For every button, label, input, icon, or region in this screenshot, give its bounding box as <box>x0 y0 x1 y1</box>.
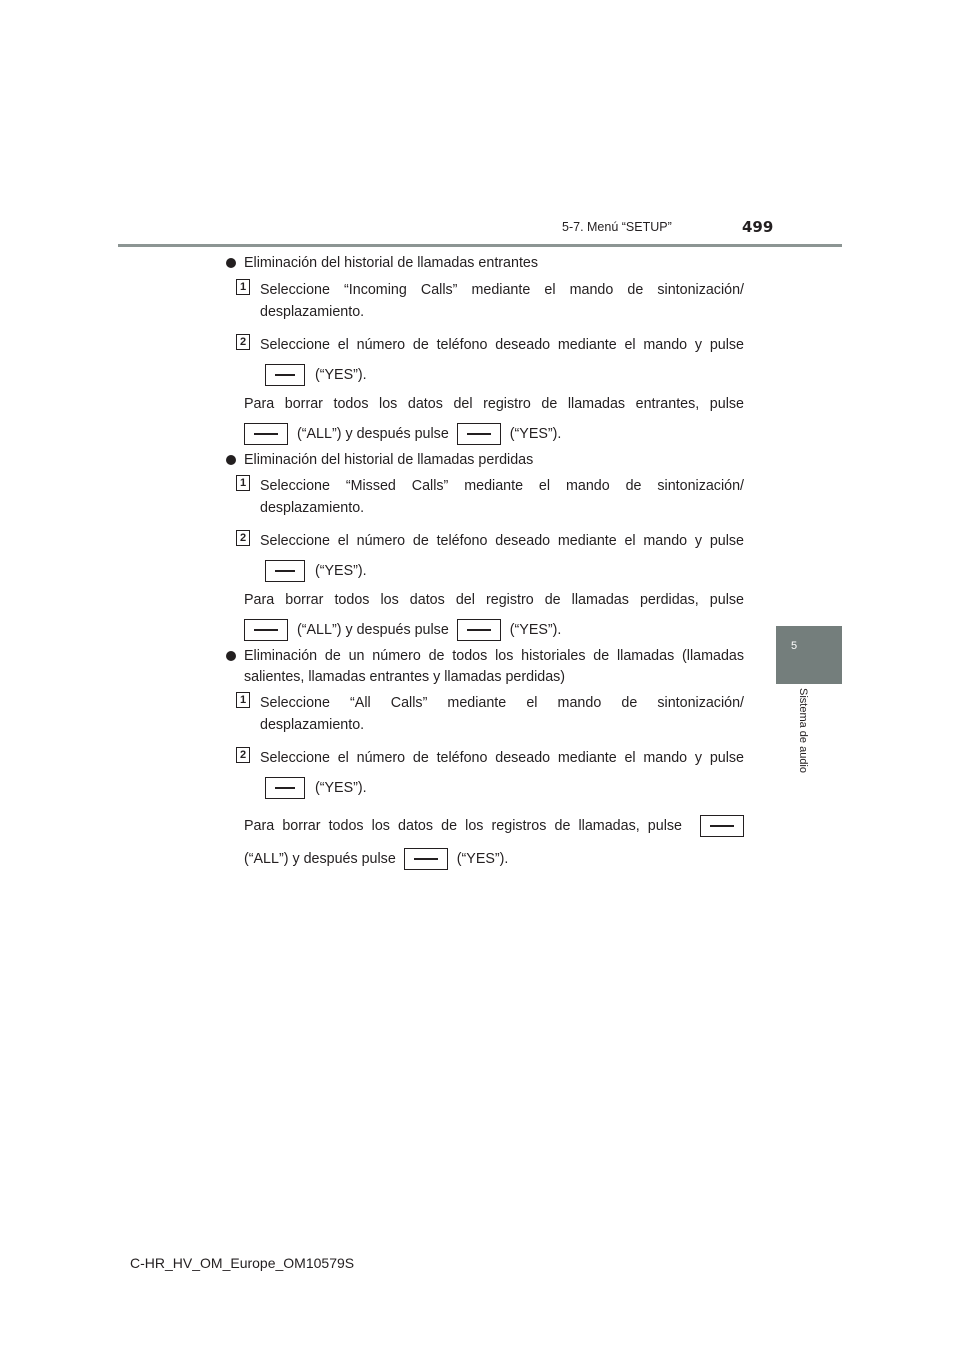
step-1-icon: 1 <box>236 475 250 491</box>
yes-label: (“YES”). <box>509 426 562 442</box>
step-1-text: Seleccione “Incoming Calls” mediante el mando de sintonización/ <box>260 282 744 298</box>
all-label: (“ALL”) y después pulse <box>297 426 449 442</box>
section-heading-cont: salientes, llamadas entrantes y llamadas perdidas) <box>244 669 566 685</box>
section-title: 5-7. Menú “SETUP” <box>562 220 672 234</box>
page-number: 499 <box>742 218 774 236</box>
step-1-icon: 1 <box>236 279 250 295</box>
step-1-text: Seleccione “All Calls” mediante el mando de sintonización/ <box>260 695 744 711</box>
yes-label: (“YES”). <box>315 367 367 383</box>
yes-button-icon <box>457 619 501 641</box>
yes-label: (“YES”). <box>509 622 562 638</box>
section-heading: Eliminación de un número de todos los historiales de llamadas (llamadas <box>244 648 744 664</box>
bullet-icon <box>226 455 236 465</box>
all-label: (“ALL”) y después pulse <box>244 851 396 867</box>
yes-button-icon <box>265 364 305 386</box>
all-button-icon <box>244 423 288 445</box>
chapter-tab-label: Sistema de audio <box>797 688 809 773</box>
header-rule <box>118 244 842 247</box>
step-2-icon: 2 <box>236 334 250 350</box>
delete-all-text: Para borrar todos los datos del registro de llamadas entrantes, pulse <box>244 396 744 412</box>
step-2-icon: 2 <box>236 530 250 546</box>
chapter-tab-number: 5 <box>790 640 798 652</box>
step-1-text-cont: desplazamiento. <box>260 500 365 516</box>
step-2-text: Seleccione el número de teléfono deseado mediante el mando y pulse <box>260 750 744 766</box>
step-2-text: Seleccione el número de teléfono deseado mediante el mando y pulse <box>260 337 744 353</box>
step-1-icon: 1 <box>236 692 250 708</box>
yes-button-icon <box>265 560 305 582</box>
delete-all-text: Para borrar todos los datos de los registros de llamadas, pulse <box>244 818 682 834</box>
all-button-icon <box>700 815 744 837</box>
section-heading: Eliminación del historial de llamadas perdidas <box>244 452 534 468</box>
yes-button-icon <box>457 423 501 445</box>
delete-all-text: Para borrar todos los datos del registro de llamadas perdidas, pulse <box>244 592 744 608</box>
step-2-icon: 2 <box>236 747 250 763</box>
yes-button-icon <box>265 777 305 799</box>
yes-label: (“YES”). <box>315 780 367 796</box>
all-label: (“ALL”) y después pulse <box>297 622 449 638</box>
bullet-icon <box>226 651 236 661</box>
bullet-icon <box>226 258 236 268</box>
chapter-tab <box>776 626 842 684</box>
section-heading: Eliminación del historial de llamadas entrantes <box>244 255 539 271</box>
step-1-text: Seleccione “Missed Calls” mediante el mando de sintonización/ <box>260 478 744 494</box>
step-1-text-cont: desplazamiento. <box>260 304 365 320</box>
yes-button-icon <box>404 848 448 870</box>
all-button-icon <box>244 619 288 641</box>
yes-label: (“YES”). <box>456 851 509 867</box>
step-2-text: Seleccione el número de teléfono deseado mediante el mando y pulse <box>260 533 744 549</box>
document-id: C-HR_HV_OM_Europe_OM10579S <box>130 1255 355 1271</box>
step-1-text-cont: desplazamiento. <box>260 717 365 733</box>
yes-label: (“YES”). <box>315 563 367 579</box>
